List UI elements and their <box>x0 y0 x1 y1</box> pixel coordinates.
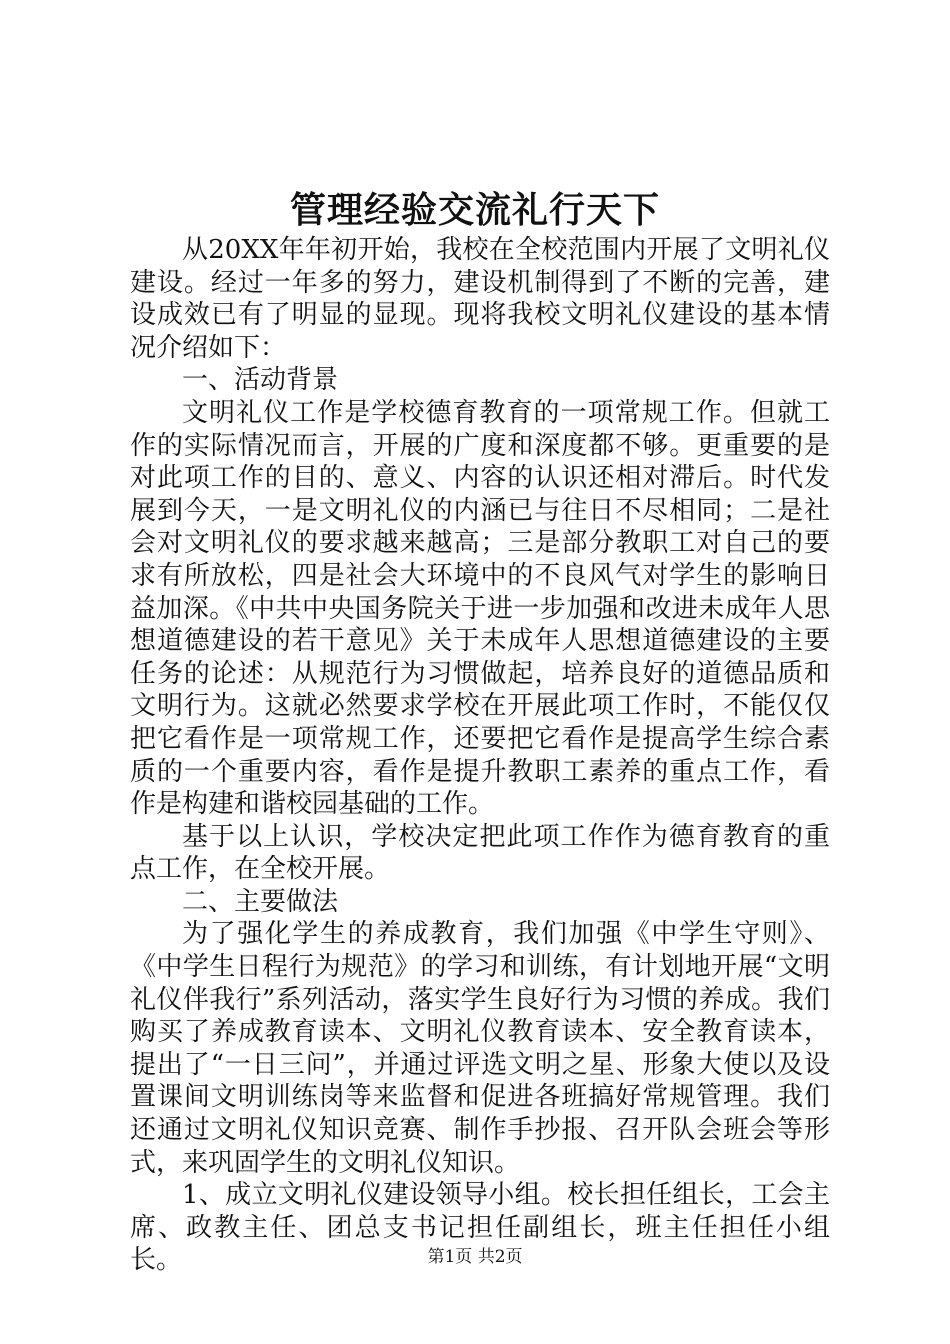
paragraph-decision: 基于以上认识，学校决定把此项工作作为德育教育的重点工作，在全校开展。 <box>130 821 830 885</box>
page-number-footer: 第1页 共2页 <box>427 1247 523 1267</box>
document-body <box>130 234 830 1277</box>
paragraph-background: 文明礼仪工作是学校德育教育的一项常规工作。但就工作的实际情况而言，开展的广度和深度都不够。更重要的是对此项工作的目的、意义、内容的认识还相对滞后。时代发展到今天，一是文明礼仪的内涵已与往日不尽相同；二是社会对文明礼仪的要求越来越高；三是部分教职工对自己的要求有所放松，四是社会大环境中的不良风气对学生的影响日益加深。《中共中央国务院关于进一步加强和改进未成年人思想道德建设的若干意见》关于未成年人思想道德建设的主要任务的论述：从规范行为习惯做起，培养良好的道德品质和文明行为。这就必然要求学校在开展此项工作时，不能仅仅把它看作是一项常规工作，还要把它看作是提高学生综合素质的一个重要内容，看作是提升教职工素养的重点工作，看作是构建和谐校园基础的工作。 <box>130 397 830 820</box>
section-heading-methods: 二、主要做法 <box>182 886 339 917</box>
document-title: 管理经验交流礼行天下 <box>289 189 660 231</box>
paragraph-intro: 从20XX年年初开始，我校在全校范围内开展了文明礼仪建设。经过一年多的努力，建设机制得到了不断的完善，建设成效已有了明显的显现。现将我校文明礼仪建设的基本情况介绍如下： <box>130 235 830 363</box>
paragraph-methods: 为了强化学生的养成教育，我们加强《中学生守则》、《中学生日程行为规范》的学习和训练，有计划地开展“文明礼仪伴我行”系列活动，落实学生良好行为习惯的养成。我们购买了养成教育读本、文明礼仪教育读本、安全教育读本，提出了“一日三问”，并通过评选文明之星、形象大使以及设置课间文明训练岗等来监督和促进各班搞好常规管理。我们还通过文明礼仪知识竞赛、制作手抄报、召开队会班会等形式，来巩固学生的文明礼仪知识。 <box>130 919 830 1178</box>
section-heading-background: 一、活动背景 <box>182 365 339 396</box>
paragraph-leadership-group: 1、成立文明礼仪建设领导小组。校长担任组长，工会主席、政教主任、团总支书记担任副组长，班主任担任小组长。 <box>130 1180 830 1276</box>
